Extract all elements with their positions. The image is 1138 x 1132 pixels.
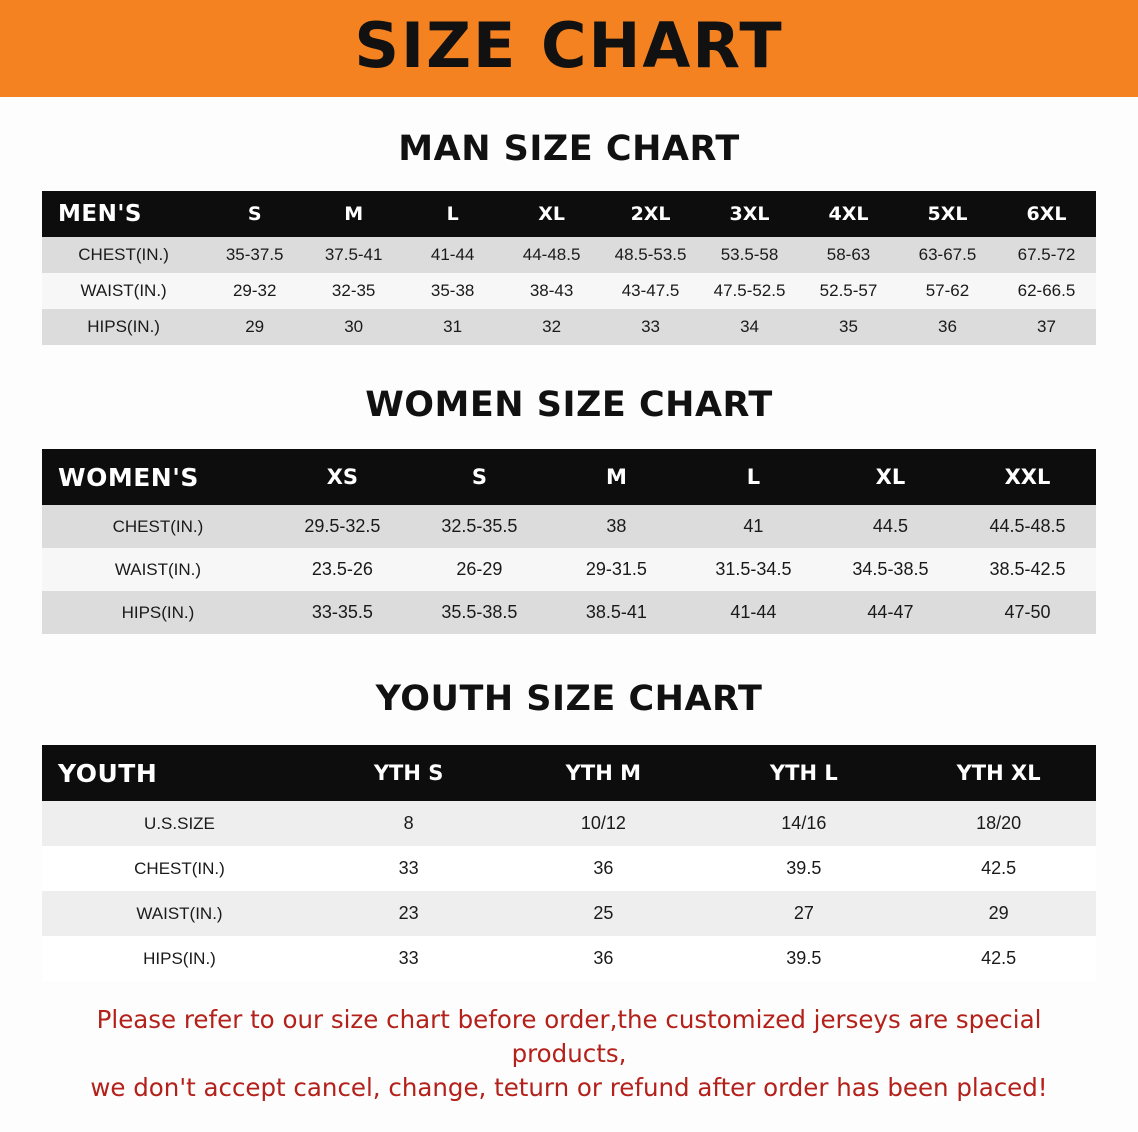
table-cell: 35 [799,309,898,345]
table-row [42,591,1096,634]
table-cell: 30 [304,309,403,345]
youth-header-row [42,745,1096,801]
youth-size-table [42,745,1096,981]
table-cell: 26-29 [411,548,548,591]
man-header-cell: L [446,203,459,225]
table-cell: 32.5-35.5 [411,505,548,548]
table-row [42,309,1096,345]
man-header-cell: XL [538,203,565,225]
table-cell: 53.5-58 [700,237,799,273]
table-cell: 41-44 [403,237,502,273]
row-label: HIPS(IN.) [42,591,274,634]
table-cell: 42.5 [901,936,1096,981]
table-cell: 25 [500,891,706,936]
table-cell: 42.5 [901,846,1096,891]
women-header-cell: M [605,465,627,489]
man-header-cell: M [344,203,364,225]
table-cell: 14/16 [706,801,901,846]
table-cell: 10/12 [500,801,706,846]
women-header-cell: XXL [1004,465,1051,489]
man-size-table [42,191,1096,345]
table-row [42,505,1096,548]
table-row [42,237,1096,273]
table-cell: 18/20 [901,801,1096,846]
youth-header-cell: YOUTH [58,758,158,788]
women-header-cell: WOMEN'S [58,462,199,492]
youth-header-cell: YTH L [769,761,838,785]
table-cell: 35.5-38.5 [411,591,548,634]
table-cell: 32-35 [304,273,403,309]
table-cell: 29-32 [205,273,304,309]
table-cell: 57-62 [898,273,997,309]
table-cell: 32 [502,309,601,345]
table-cell: 33-35.5 [274,591,411,634]
table-cell: 38.5-42.5 [959,548,1096,591]
table-cell: 27 [706,891,901,936]
table-cell: 35-37.5 [205,237,304,273]
table-cell: 48.5-53.5 [601,237,700,273]
youth-header-cell: YTH M [565,761,641,785]
youth-header-cell: YTH S [373,761,444,785]
table-cell: 29.5-32.5 [274,505,411,548]
disclaimer-line-1: Please refer to our size chart before order,the customized jerseys are special products, [96,1005,1042,1068]
table-cell: 63-67.5 [898,237,997,273]
table-cell: 43-47.5 [601,273,700,309]
table-cell: 29 [205,309,304,345]
women-header-row [42,449,1096,505]
table-cell: 62-66.5 [997,273,1096,309]
women-size-table [42,449,1096,634]
women-header-cell: XS [326,465,359,489]
table-cell: 44-48.5 [502,237,601,273]
youth-section-title: YOUTH SIZE CHART [375,679,763,719]
disclaimer-line-2: we don't accept cancel, change, teturn or refund after order has been placed! [90,1072,1048,1102]
table-row [42,846,1096,891]
row-label: HIPS(IN.) [42,309,205,345]
man-header-cell: 3XL [729,203,770,225]
table-cell: 38-43 [502,273,601,309]
table-cell: 37.5-41 [304,237,403,273]
table-cell: 29 [901,891,1096,936]
table-cell: 44-47 [822,591,959,634]
table-row [42,548,1096,591]
table-cell: 8 [317,801,500,846]
table-cell: 38.5-41 [548,591,685,634]
table-cell: 23.5-26 [274,548,411,591]
table-cell: 41-44 [685,591,822,634]
table-cell: 31 [403,309,502,345]
table-row [42,273,1096,309]
women-table-wrap [42,449,1096,634]
table-cell: 47.5-52.5 [700,273,799,309]
women-header-cell: S [471,465,487,489]
table-cell: 67.5-72 [997,237,1096,273]
table-cell: 34.5-38.5 [822,548,959,591]
man-section-title: MAN SIZE CHART [398,129,740,169]
table-cell: 33 [317,846,500,891]
table-cell: 36 [500,936,706,981]
table-row [42,891,1096,936]
row-label: WAIST(IN.) [42,891,317,936]
table-cell: 39.5 [706,936,901,981]
table-cell: 37 [997,309,1096,345]
table-cell: 36 [898,309,997,345]
man-header-cell: S [247,203,262,225]
table-cell: 38 [548,505,685,548]
women-header-cell: XL [875,465,906,489]
table-cell: 29-31.5 [548,548,685,591]
table-row [42,801,1096,846]
table-cell: 47-50 [959,591,1096,634]
man-header-cell: MEN'S [58,201,142,227]
disclaimer-note [40,1003,1098,1104]
man-table-wrap [42,191,1096,345]
table-cell: 31.5-34.5 [685,548,822,591]
table-cell: 33 [601,309,700,345]
header-banner [0,0,1138,97]
table-row [42,936,1096,981]
man-header-cell: 5XL [927,203,968,225]
table-cell: 35-38 [403,273,502,309]
table-cell: 36 [500,846,706,891]
row-label: U.S.SIZE [42,801,317,846]
row-label: HIPS(IN.) [42,936,317,981]
youth-table-wrap [42,745,1096,981]
man-header-cell: 4XL [828,203,869,225]
table-cell: 23 [317,891,500,936]
row-label: CHEST(IN.) [42,237,205,273]
row-label: WAIST(IN.) [42,273,205,309]
man-header-row [42,191,1096,237]
table-cell: 52.5-57 [799,273,898,309]
table-cell: 33 [317,936,500,981]
women-header-cell: L [746,465,761,489]
man-header-cell: 2XL [630,203,671,225]
table-cell: 41 [685,505,822,548]
row-label: WAIST(IN.) [42,548,274,591]
women-section-title: WOMEN SIZE CHART [365,385,773,425]
table-cell: 44.5-48.5 [959,505,1096,548]
man-header-cell: 6XL [1026,203,1067,225]
page-title: SIZE CHART [354,8,784,82]
table-cell: 39.5 [706,846,901,891]
table-cell: 34 [700,309,799,345]
youth-header-cell: YTH XL [956,761,1041,785]
table-cell: 58-63 [799,237,898,273]
table-cell: 44.5 [822,505,959,548]
row-label: CHEST(IN.) [42,846,317,891]
row-label: CHEST(IN.) [42,505,274,548]
